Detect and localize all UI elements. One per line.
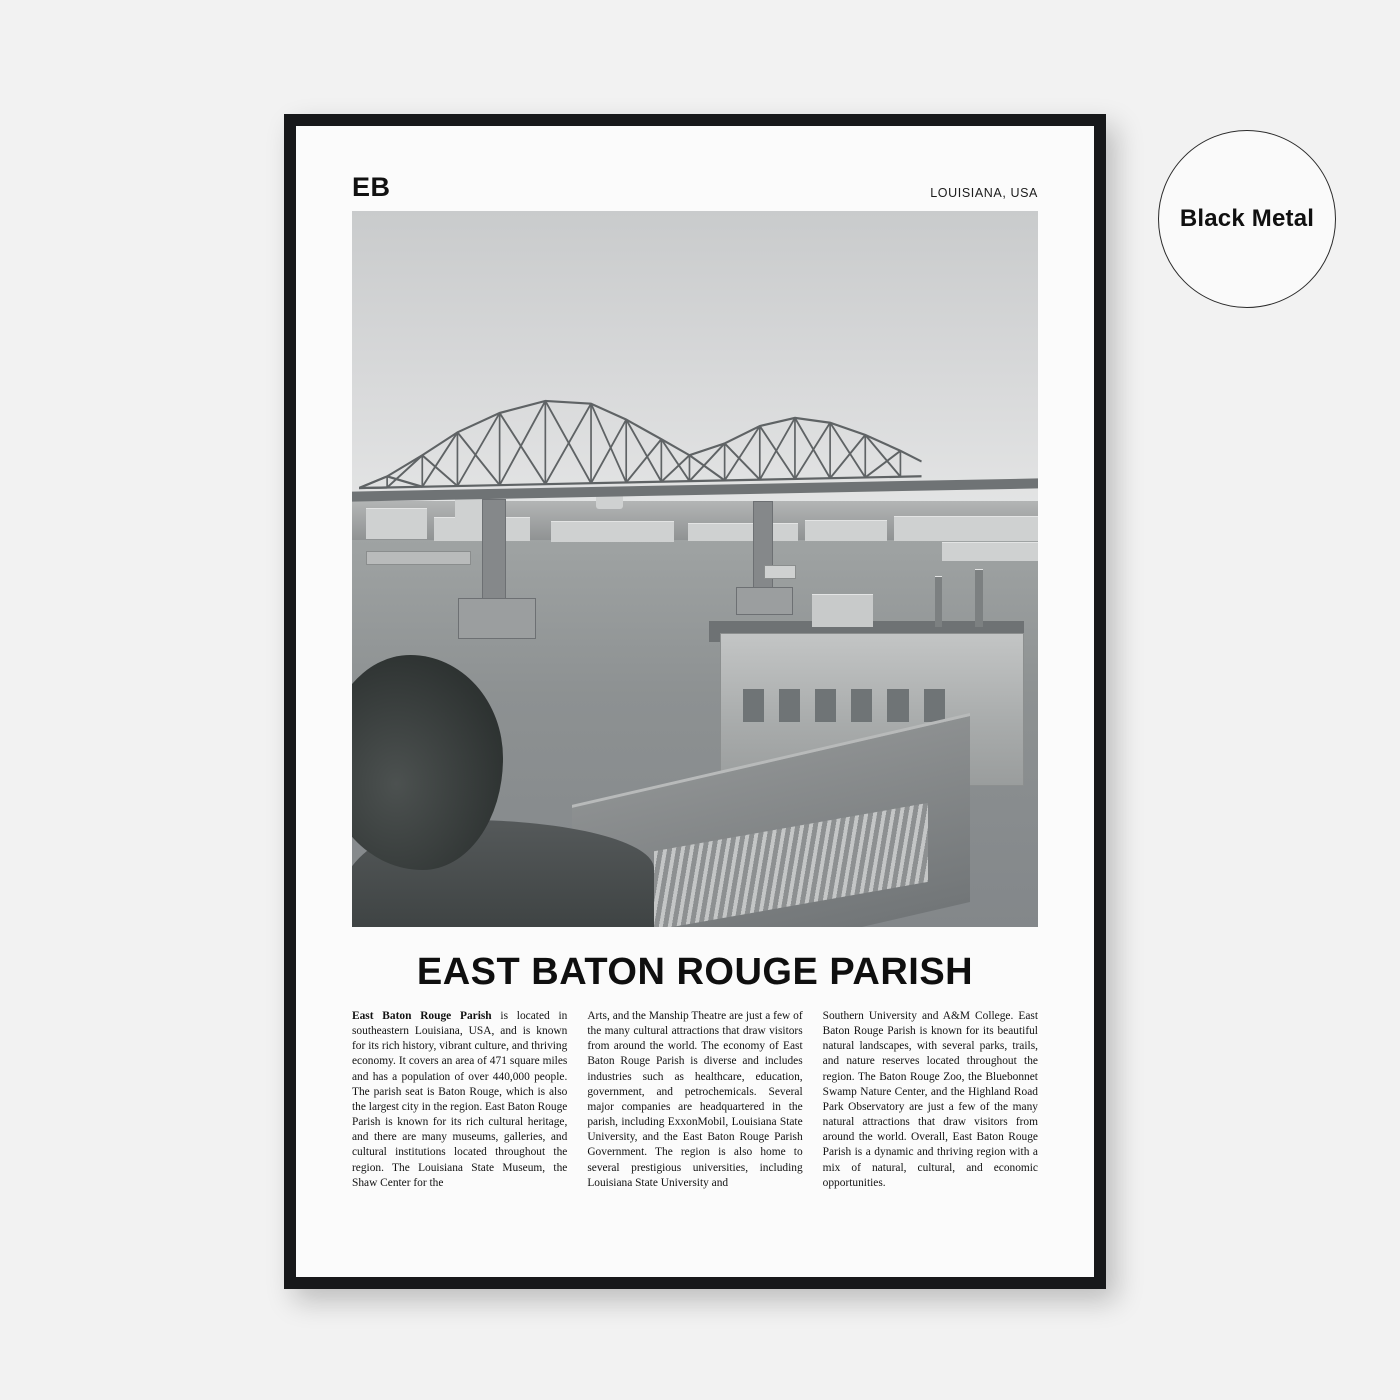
poster-photo	[352, 211, 1038, 927]
poster-frame	[284, 114, 1106, 1289]
photo-far-building	[894, 516, 1038, 541]
photo-bridge-pier-base	[458, 598, 535, 639]
frame-option-badge[interactable]	[1158, 130, 1336, 308]
photo-terminal-window	[851, 689, 872, 722]
frame-option-label: Black Metal	[1179, 205, 1315, 232]
photo-dock-crane	[975, 569, 983, 627]
photo-far-building	[366, 508, 428, 539]
photo-bridge-pier	[482, 499, 506, 608]
photo-terminal-window	[924, 689, 945, 722]
poster-body-columns	[352, 1009, 1038, 1191]
poster-monogram: EB	[352, 172, 391, 202]
photo-far-building	[805, 520, 887, 541]
photo-terminal-cupola	[812, 594, 874, 627]
poster-column-1	[352, 1009, 567, 1191]
photo-terminal-window	[743, 689, 764, 722]
photo-bridge-pier	[753, 501, 773, 596]
poster-title: EAST BATON ROUGE PARISH	[416, 951, 974, 993]
poster-region-label: LOUISIANA, USA	[930, 185, 1038, 200]
photo-bridge-pier-base	[736, 587, 793, 615]
photo-terminal-window	[815, 689, 836, 722]
poster-lead-in: East Baton Rouge Parish	[352, 1010, 492, 1022]
photo-far-warehouse	[942, 542, 1038, 562]
poster-column-text: Southern University and A&M College. East Baton Rouge Parish is known for its beautiful natural landscapes, with several parks, trails, and nature reserves located throughout the region. The Baton Rouge Zoo, the Bluebonnet Swamp Nature Center, and the Highland Road Park Observatory are just a few of the many natural attractions that draw visitors from around the world. Overall, East Baton Rouge Parish is a dynamic and thriving region with a mix of natural, cultural, and economic opportunities.	[822, 1010, 1038, 1189]
photo-far-building	[688, 523, 798, 541]
photo-dock-crane	[935, 576, 942, 627]
photo-terminal-window	[779, 689, 800, 722]
poster-column-text: is located in southeastern Louisiana, USA, and is known for its rich history, vibrant culture, and thriving economy. It covers an area of 471 square miles and has a population of over 440,000 people. The parish seat is Baton Rouge, which is also the largest city in the region. East Baton Rouge Parish is known for its rich cultural heritage, and there are many museums, galleries, and cultural institutions located throughout the region. The Louisiana State Museum, the Shaw Center for the	[352, 1010, 568, 1189]
poster-header	[352, 174, 1038, 201]
poster-mat	[296, 126, 1094, 1277]
photo-terminal-window	[887, 689, 908, 722]
photo-river-boat	[764, 565, 797, 578]
poster-column-3	[823, 1009, 1038, 1191]
photo-river-barge	[366, 551, 471, 564]
poster-column-2	[587, 1009, 802, 1191]
photo-far-building	[551, 521, 674, 542]
poster-column-text: Arts, and the Manship Theatre are just a few of the many cultural attractions that draw visitors from around the world. The economy of East Baton Rouge Parish is diverse and includes industries such as healthcare, education, government, and petrochemicals. Several major companies are headquartered in the parish, including ExxonMobil, Louisiana State University, and the East Baton Rouge Parish Government. The region is also home to several prestigious universities, including Louisiana State University and	[587, 1010, 803, 1189]
